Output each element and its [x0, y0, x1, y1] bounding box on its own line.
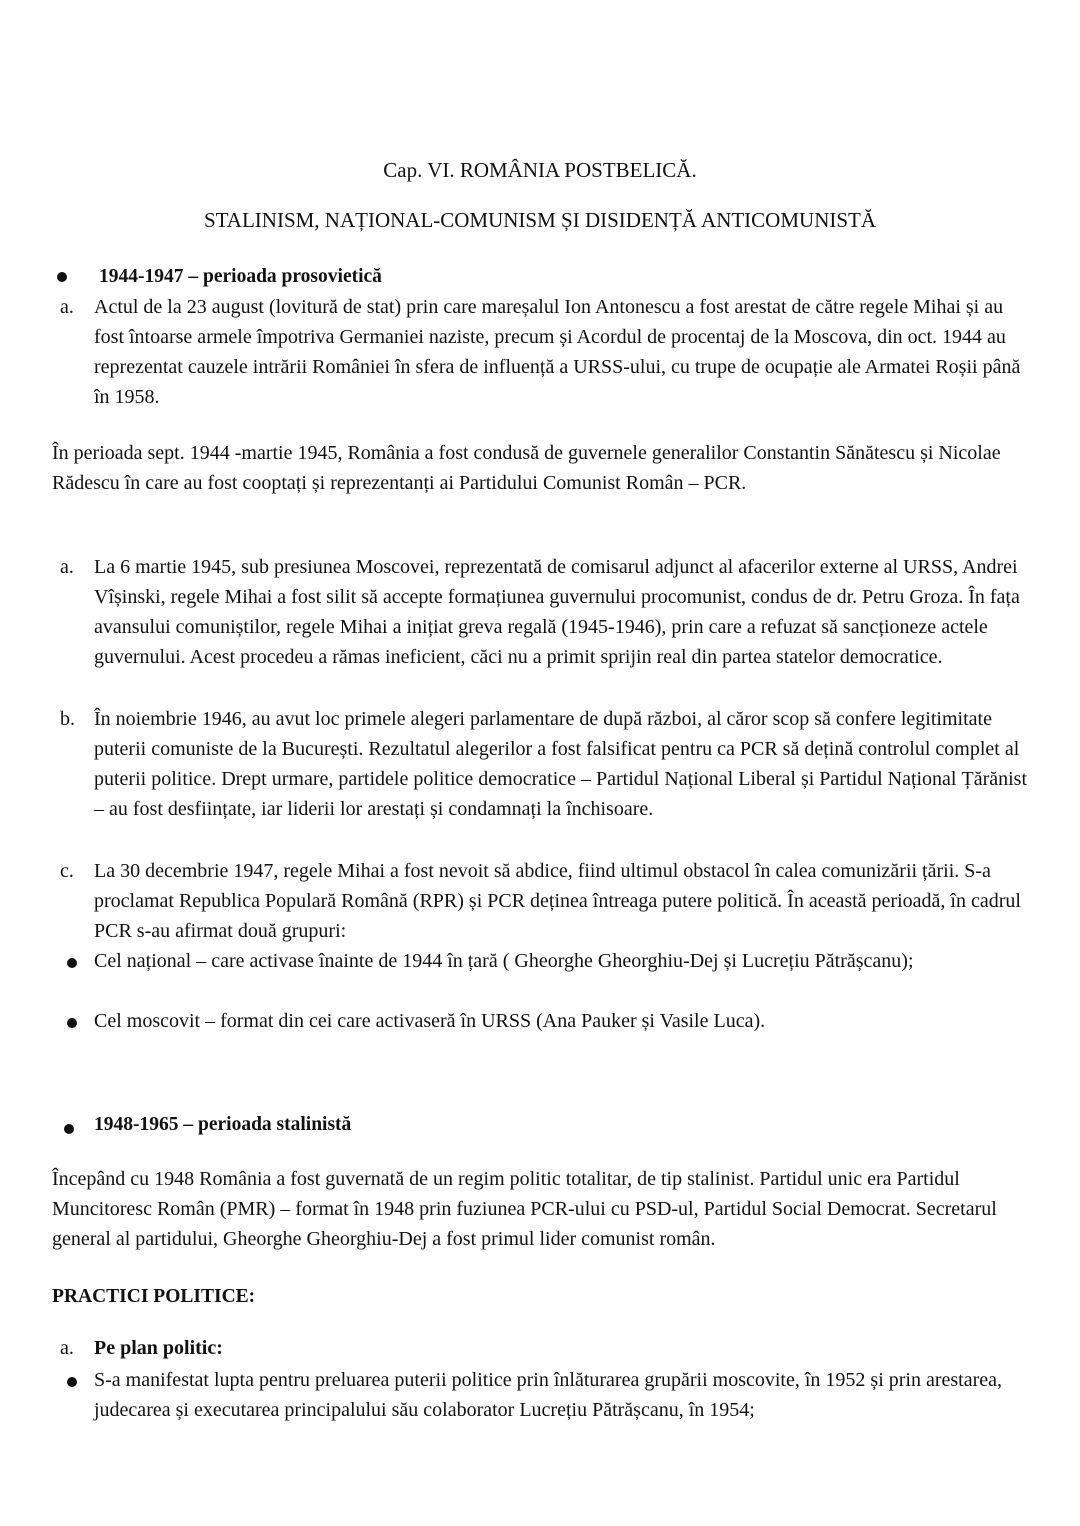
paragraph: Începând cu 1948 România a fost guvernată de un regim politic totalitar, de tip stalinist. Partidul unic era Partidul Muncitoresc Român (PMR) – format în 1948 prin fuziunea PCR-ului cu PSD-ul, Partidul Social Democrat. Secretarul general al partidului, Gheorghe Gheorghiu-Dej a fost primul lider comunist român. — [52, 1168, 997, 1250]
bullet-item-text: Cel moscovit – format din cei care activaseră în URSS (Ana Pauker și Vasile Luca). — [94, 1010, 766, 1032]
list-item — [52, 1333, 1037, 1363]
list-marker: b. — [60, 708, 75, 730]
list-item-text: În noiembrie 1946, au avut loc primele alegeri parlamentare de după război, al căror scop să confere legitimitate puterii comuniste de la București. Rezultatul alegerilor a fost falsificat pentru ca PCR să dețină controlul complet al puterii politice. Drept urmare, partidele politice democratice – Partidul Național Liberal și Partidul Național Țărănist – au fost desființate, iar liderii lor arestați și condamnați la închisoare. — [94, 708, 1028, 820]
list-item-text: Pe plan politic: — [94, 1337, 223, 1359]
bullet-item-text: S-a manifestat lupta pentru preluarea puterii politice prin înlăturarea grupării moscovite, în 1952 și prin arestarea, judecarea și executarea principalului său colaborator Lucrețiu Pătrășcanu, în 1954; — [94, 1369, 1003, 1421]
bullet-icon — [57, 272, 67, 282]
list-marker: a. — [60, 556, 74, 578]
list-item — [52, 292, 1037, 412]
list-item-text: La 30 decembrie 1947, regele Mihai a fost nevoit să abdice, fiind ultimul obstacol în calea comunizării țării. S-a proclamat Republica Populară Română (RPR) și PCR deținea întreaga putere politică. În această perioadă, în cadrul PCR s-au afirmat două grupuri: — [94, 860, 1021, 942]
list-item — [52, 856, 1037, 946]
paragraph: În perioada sept. 1944 -martie 1945, România a fost condusă de guvernele generalilor Constantin Sănătescu și Nicolae Rădescu în care au fost cooptați și reprezentanți ai Partidului Comunist Român – PCR. — [52, 442, 1001, 494]
bullet-icon — [64, 1124, 74, 1134]
bullet-item-text: Cel național – care activase înainte de 1944 în țară ( Gheorghe Gheorghiu-Dej și Lucrețiu Pătrășcanu); — [94, 950, 914, 972]
list-item — [52, 704, 1037, 824]
practici-politice-heading: PRACTICI POLITICE: — [52, 1286, 256, 1307]
list-item-text: Actul de la 23 august (lovitură de stat) prin care mareșalul Ion Antonescu a fost arestat de către regele Mihai și au fost întoarse armele împotriva Germaniei naziste, precum și Acordul de procentaj de la Moscova, din oct. 1944 au reprezentat cauzele intrării României în sfera de influență a URSS-ului, cu trupe de ocupație ale Armatei Roșii până în 1958. — [94, 296, 1021, 408]
list-marker: a. — [60, 1337, 74, 1359]
section-heading-1948-1965: 1948-1965 – perioada stalinistă — [94, 1114, 352, 1135]
bullet-item — [52, 1365, 1037, 1425]
list-marker: a. — [60, 296, 74, 318]
section-heading-1944-1947: 1944-1947 – perioada prosovietică — [99, 266, 382, 287]
list-marker: c. — [60, 860, 74, 882]
chapter-subtitle: STALINISM, NAȚIONAL-COMUNISM ȘI DISIDENȚĂ ANTICOMUNISTĂ — [203, 208, 877, 232]
list-item — [52, 552, 1037, 672]
list-item-text: La 6 martie 1945, sub presiunea Moscovei, reprezentată de comisarul adjunct al afacerilor externe al URSS, Andrei Vîșinski, regele Mihai a fost silit să accepte formațiunea guvernului procomunist, condus de dr. Petru Groza. În fața avansului comuniștilor, regele Mihai a inițiat greva regală (1945-1946), prin care a refuzat să sancționeze actele guvernului. Acest procedeu a rămas ineficient, căci nu a primit sprijin real din partea statelor democratice. — [94, 556, 1020, 668]
bullet-item — [52, 946, 1037, 976]
bullet-item — [52, 1006, 1037, 1036]
chapter-title: Cap. VI. ROMÂNIA POSTBELICĂ. — [383, 158, 697, 182]
